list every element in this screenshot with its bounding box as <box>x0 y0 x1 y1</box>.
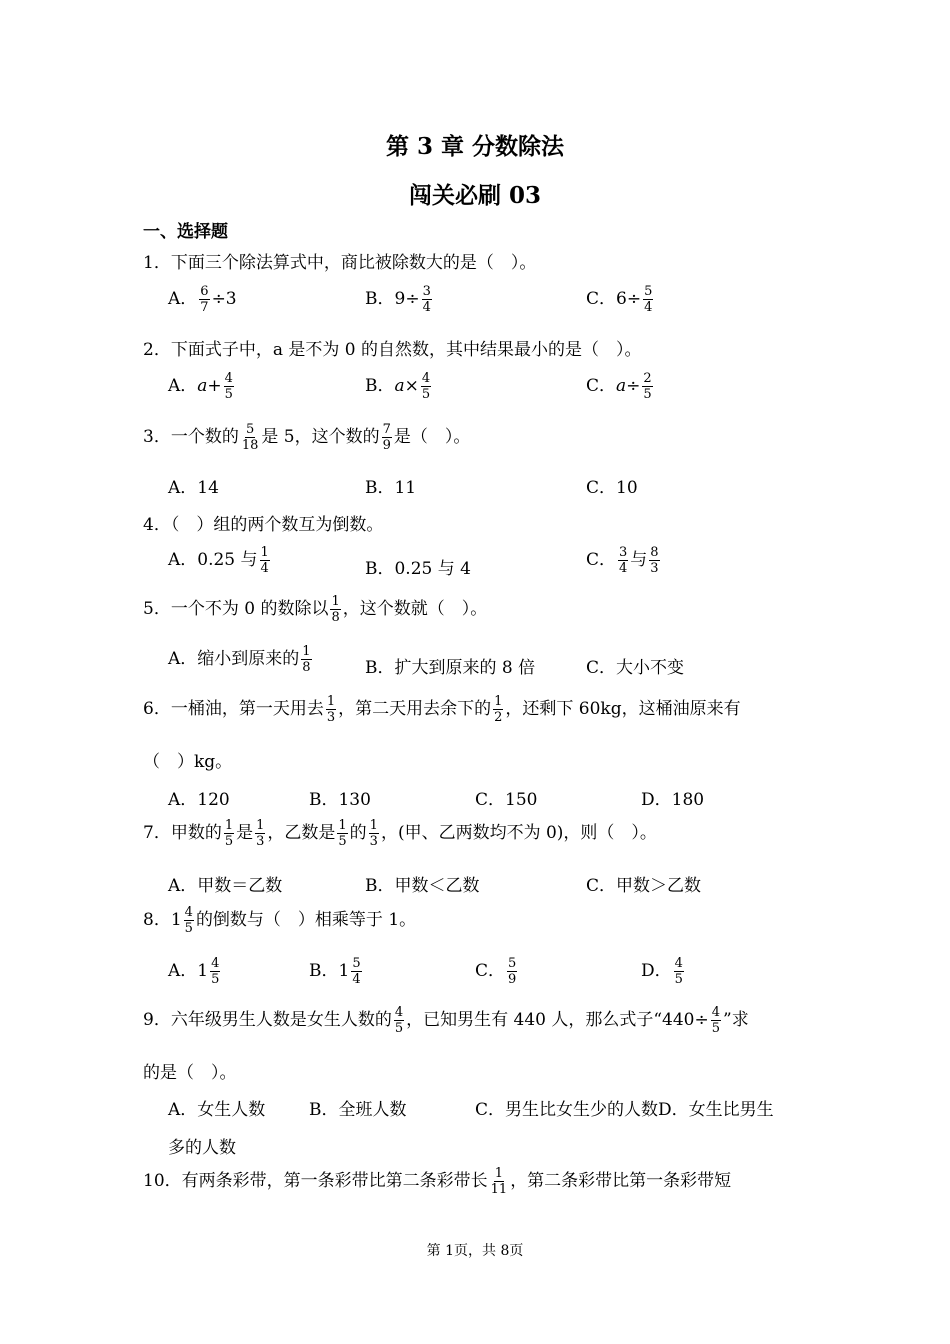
q5-option-a: A．缩小到原来的 $\frac{1}{8}$ <box>168 644 311 675</box>
fraction: $\frac{4}{5}$ <box>394 1005 404 1036</box>
q8-option-a: A．1 $\frac{4}{5}$ <box>168 956 220 987</box>
page-subtitle: 闯关必刷 03 <box>408 182 541 209</box>
fraction: $\frac{4}{5}$ <box>184 905 193 936</box>
question-2: 2．下面式子中，a 是不为 0 的自然数，其中结果最小的是（ ）。 <box>143 340 642 360</box>
question-3: 3．一个数的 $\frac{5}{18}$ 是 5，这个数的 $\frac{7}{9}$ 是（ ）。 <box>143 422 471 453</box>
fraction: $\frac{5}{18}$ <box>241 422 259 453</box>
question-8: 8．1 $\frac{4}{5}$ 的倒数与（ ）相乘等于 1。 <box>143 905 417 936</box>
fraction: $\frac{4}{5}$ <box>211 956 220 987</box>
fraction: $\frac{1}{4}$ <box>260 545 269 576</box>
q2-option-c: C．a÷ $\frac{2}{5}$ <box>586 371 652 402</box>
question-5: 5．一个不为 0 的数除以 $\frac{1}{8}$ ，这个数就（ ）。 <box>143 594 488 625</box>
q8-option-d: D． $\frac{4}{5}$ <box>641 956 683 987</box>
fraction: $\frac{7}{9}$ <box>382 422 391 453</box>
q7-option-a: A．甲数＝乙数 <box>168 876 283 896</box>
fraction: $\frac{8}{3}$ <box>650 545 659 576</box>
question-1: 1．下面三个除法算式中，商比被除数大的是（ ）。 <box>143 253 537 273</box>
q1-option-b: B．9÷ $\frac{3}{4}$ <box>365 284 431 315</box>
fraction: $\frac{3}{4}$ <box>422 284 431 315</box>
q6-option-a: A．120 <box>168 790 230 810</box>
q3-option-b: B．11 <box>365 478 417 498</box>
question-6: 6．一桶油，第一天用去 $\frac{1}{3}$ ，第二天用去余下的 $\frac{1}{2}$ ，还剩下 60kg，这桶油原来有 <box>143 694 741 725</box>
fraction: $\frac{5}{4}$ <box>352 956 361 987</box>
q3-option-c: C．10 <box>586 478 638 498</box>
fraction: $\frac{1}{3}$ <box>326 694 336 725</box>
fraction: $\frac{5}{9}$ <box>508 956 517 987</box>
question-7: 7．甲数的 $\frac{1}{5}$ 是 $\frac{1}{3}$ ，乙数是 $\frac{1}{5}$ 的 $\frac{1}{3}$ ，(甲、乙两数均不为 0)，则（ ）。 <box>143 818 657 849</box>
q5-option-b: B．扩大到原来的 8 倍 <box>365 658 536 678</box>
q1-option-a: A． $\frac{6}{7}$ ÷3 <box>168 284 237 315</box>
fraction: $\frac{4}{5}$ <box>711 1005 721 1036</box>
q6-option-b: B．130 <box>309 790 371 810</box>
q5-option-c: C．大小不变 <box>586 658 685 678</box>
q4-option-c: C． $\frac{3}{4}$ 与 $\frac{8}{3}$ <box>586 545 659 576</box>
question-6-continued: （ ）kg。 <box>143 752 233 772</box>
q9-option-b: B．全班人数 <box>309 1100 407 1120</box>
fraction: $\frac{5}{4}$ <box>644 284 653 315</box>
fraction: $\frac{1}{2}$ <box>494 694 503 725</box>
q1-option-c: C．6÷ $\frac{5}{4}$ <box>586 284 653 315</box>
q4-option-b: B．0.25 与 4 <box>365 559 471 579</box>
question-10: 10．有两条彩带，第一条彩带比第二条彩带长 $\frac{1}{11}$ ，第二条彩带比第一条彩带短 <box>143 1166 732 1197</box>
q9-option-a: A．女生人数 <box>168 1100 266 1120</box>
question-9-continued: 的是（ ）。 <box>143 1063 237 1083</box>
q2-option-b: B．a× $\frac{4}{5}$ <box>365 371 431 402</box>
fraction: $\frac{1}{5}$ <box>224 818 234 849</box>
fraction: $\frac{6}{7}$ <box>200 284 209 315</box>
fraction: $\frac{1}{11}$ <box>490 1166 508 1197</box>
q8-option-c: C． $\frac{5}{9}$ <box>475 956 517 987</box>
fraction: $\frac{4}{5}$ <box>224 371 233 402</box>
page-footer: 第 1页，共 8页 <box>426 1243 524 1259</box>
q6-option-c: C．150 <box>475 790 538 810</box>
q4-option-a: A．0.25 与 $\frac{1}{4}$ <box>168 545 269 576</box>
fraction: $\frac{1}{3}$ <box>369 818 378 849</box>
q9-option-d-continued: 多的人数 <box>168 1138 236 1158</box>
q7-option-b: B．甲数＜乙数 <box>365 876 480 896</box>
q6-option-d: D．180 <box>641 790 705 810</box>
fraction: $\frac{1}{3}$ <box>256 818 265 849</box>
fraction: $\frac{4}{5}$ <box>421 371 431 402</box>
fraction: $\frac{3}{4}$ <box>619 545 628 576</box>
fraction: $\frac{1}{8}$ <box>331 594 340 625</box>
fraction: $\frac{2}{5}$ <box>643 371 652 402</box>
chapter-title: 第 3 章 分数除法 <box>385 133 565 160</box>
q2-option-a: A．a+ $\frac{4}{5}$ <box>168 371 233 402</box>
q8-option-b: B．1 $\frac{5}{4}$ <box>309 956 361 987</box>
q7-option-c: C．甲数＞乙数 <box>586 876 702 896</box>
q9-option-c: C．男生比女生少的人数D．女生比男生 <box>475 1100 774 1120</box>
q3-option-a: A．14 <box>168 478 219 498</box>
fraction: $\frac{1}{5}$ <box>338 818 347 849</box>
section-title: 一、选择题 <box>143 222 228 242</box>
fraction: $\frac{1}{8}$ <box>302 644 311 675</box>
question-4: 4．（ ）组的两个数互为倒数。 <box>143 515 384 535</box>
fraction: $\frac{4}{5}$ <box>674 956 683 987</box>
question-9: 9．六年级男生人数是女生人数的 $\frac{4}{5}$ ，已知男生有 440 人，那么式子“440÷ $\frac{4}{5}$ ”求 <box>143 1005 749 1036</box>
